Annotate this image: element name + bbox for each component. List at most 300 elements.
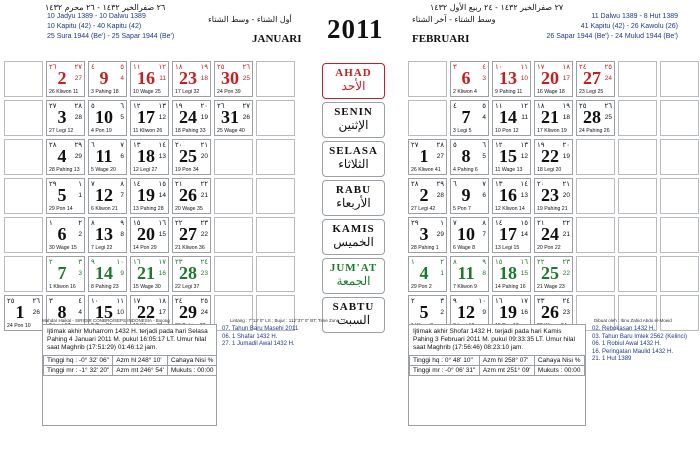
empty-date-cell [4,139,43,175]
hijri-day: 13 [520,192,528,199]
javanese-date: 9 Pahing 11 [495,89,523,95]
left-astro-cell: Azm mt 246° 54' [113,366,168,376]
javanese-date: 19 Pon 34 [175,167,199,173]
date-cell [130,217,169,253]
hijri-day: 27 [436,153,444,160]
hijri-date-arabic: ٢٠ [562,141,570,149]
date-cell [130,100,169,136]
javanese-date: 22 Legi 37 [175,284,200,290]
empty-date-cell [256,139,295,175]
gregorian-day: 20 [137,224,155,244]
hijri-date-arabic: ٢٠ [175,141,183,149]
hijri-date-arabic: ١١ [520,63,528,71]
gregorian-day: 10 [457,224,475,244]
hijri-day: 18 [200,75,208,82]
hijri-date-arabic: ٢١ [200,141,208,149]
left-javanese-season: أول الشتاء - وسط الشتاء [208,15,292,24]
date-cell [46,61,85,97]
hijri-day: 15 [520,270,528,277]
hijri-day: 3 [482,75,486,82]
hijri-day: 10 [520,75,528,82]
hijri-day: 3 [78,270,82,277]
hijri-day: 22 [200,231,208,238]
left-header-line-1: 10 Jadyu 1389 - 10 Dalwu 1389 [47,13,146,20]
javanese-date: 25 Wage 40 [217,128,245,134]
date-cell [46,217,85,253]
gregorian-day: 11 [457,263,475,283]
hijri-date-arabic: ٢٣ [537,297,545,305]
hijri-day: 23 [200,270,208,277]
hijri-day: 19 [200,114,208,121]
gregorian-day: 21 [137,263,155,283]
hijri-date-arabic: ٤ [453,102,457,110]
year-title: 2011 [327,14,384,44]
hijri-date-arabic: ١٦ [495,297,503,305]
date-cell [408,256,447,292]
day-name-latin: KAMIS [332,223,375,235]
hijri-date-arabic: ١٢ [495,141,503,149]
holiday-item: 06. 1 Shafar 1432 H. [222,333,278,340]
hijri-date-arabic: ٩ [91,258,95,266]
gregorian-day: 16 [499,185,517,205]
hijri-date-arabic: ١ [49,219,53,227]
javanese-date: 2 Kliwon 4 [453,89,477,95]
gregorian-day: 3 [419,224,429,244]
hijri-date-arabic: ٧ [482,180,486,188]
date-cell [450,100,489,136]
hijri-day: 20 [200,153,208,160]
hijri-date-arabic: ٢٧ [74,63,82,71]
hijri-date-arabic: ٢٢ [537,258,545,266]
right-month-name: FEBRUARI [412,33,470,45]
hijri-day: 20 [562,192,570,199]
holiday-item: 06. 1 Robiul Awal 1432 H. [592,341,661,347]
date-cell [450,217,489,253]
hijri-day: 9 [120,270,124,277]
hijri-day: 7 [482,231,486,238]
gregorian-day: 3 [57,107,67,127]
hijri-date-arabic: ٢٦ [242,63,250,71]
empty-date-cell [618,139,657,175]
hijri-date-arabic: ٧ [120,141,124,149]
date-cell [4,295,43,331]
date-cell [576,61,615,97]
gregorian-day: 9 [99,68,109,88]
hijri-day: 6 [482,192,486,199]
gregorian-day: 19 [137,185,155,205]
day-name-arabic: الإثنين [338,118,369,132]
hijri-day: 4 [120,75,124,82]
hijri-date-arabic: ٥ [120,63,124,71]
gregorian-day: 24 [541,224,559,244]
hijri-date-arabic: ٢٨ [436,141,444,149]
date-cell [214,61,253,97]
hijri-date-arabic: ٢ [440,258,444,266]
date-cell [408,178,447,214]
hijri-date-arabic: ١٦ [520,258,528,266]
hijri-day: 14 [158,192,166,199]
hijri-date-arabic: ١١ [495,102,503,110]
hijri-date-arabic: ٥ [482,102,486,110]
hijri-date-arabic: ٢٦ [49,63,57,71]
gregorian-day: 30 [221,68,239,88]
date-cell [534,61,573,97]
left-hijri-range: ٢٦ صفرالخير ١٤٣٢ - ٢٦ محرم ١٤٣٢ [45,3,166,12]
hijri-day: 2 [78,231,82,238]
empty-date-cell [4,61,43,97]
hijri-day: 27 [74,75,82,82]
date-cell [172,61,211,97]
javanese-date: 17 Legi 32 [175,89,200,95]
javanese-date: 1 Kliwon 16 [49,284,76,290]
javanese-date: 17 Kliwon 19 [537,128,567,134]
date-cell [172,256,211,292]
hijri-date-arabic: ١ [78,180,82,188]
day-name-latin: AHAD [335,67,372,79]
gregorian-day: 7 [461,107,471,127]
javanese-date: 27 Legi 12 [49,128,74,134]
hijri-date-arabic: ٣ [49,297,53,305]
javanese-date: 7 Legi 22 [91,245,113,251]
right-astro-cell: Azm hl 258° 07' [479,356,534,366]
empty-date-cell [660,178,699,214]
hijri-date-arabic: ٢٧ [242,102,250,110]
hijri-date-arabic: ١٠ [478,297,486,305]
hijri-date-arabic: ٢٣ [562,258,570,266]
hijri-date-arabic: ٢٢ [175,219,183,227]
empty-date-cell [214,256,253,292]
gregorian-day: 31 [221,107,239,127]
hijri-date-arabic: ١٧ [520,297,528,305]
day-label-ahad [322,63,385,99]
date-cell [130,139,169,175]
date-cell [88,61,127,97]
javanese-date: 24 Pahing 26 [579,128,610,134]
january-grid [4,61,295,331]
hijri-day: 21 [562,231,570,238]
gregorian-day: 19 [499,302,517,322]
gregorian-day: 10 [95,107,113,127]
hijri-day: 5 [482,153,486,160]
hijri-date-arabic: ١ [440,219,444,227]
hijri-date-arabic: ١٤ [520,180,528,188]
javanese-date: 14 Pahing 16 [495,284,526,290]
gregorian-day: 1 [419,146,429,166]
holiday-item: 07. Tahun Baru Masehi 2011 [222,326,299,332]
gregorian-day: 25 [541,263,559,283]
javanese-date: 3 Pahing 18 [91,89,119,95]
hijri-date-arabic: ١٤ [158,141,166,149]
gregorian-day: 14 [499,107,517,127]
february-grid [408,61,699,331]
hijri-date-arabic: ٢٦ [217,102,225,110]
javanese-date: 18 Legi 20 [537,167,562,173]
gregorian-day: 13 [95,224,113,244]
day-name-arabic: السبت [336,313,371,327]
gregorian-day: 22 [541,146,559,166]
gregorian-day: 20 [541,68,559,88]
hijri-day: 10 [116,309,124,316]
hijri-day: 8 [482,270,486,277]
hijri-date-arabic: ١٨ [175,63,183,71]
javanese-date: 20 Wage 35 [175,206,203,212]
hijri-day: 11 [521,114,528,121]
hijri-date-arabic: ٣ [78,258,82,266]
hijri-date-arabic: ٢٧ [49,102,57,110]
hijri-date-arabic: ٢٩ [411,219,419,227]
left-month-name: JANUARI [252,33,302,45]
date-cell [408,139,447,175]
javanese-date: 11 Kliwon 26 [133,128,163,134]
hijri-day: 28 [436,192,444,199]
date-cell [88,217,127,253]
date-cell [130,178,169,214]
hijri-date-arabic: ٢٠ [537,180,545,188]
hijri-date-arabic: ٩ [120,219,124,227]
empty-date-cell [576,217,615,253]
hijri-day: 8 [120,231,124,238]
hijri-date-arabic: ٢٤ [200,258,208,266]
hijri-date-arabic: ٢٩ [436,180,444,188]
hijri-date-arabic: ٢٥ [579,102,587,110]
hijri-date-arabic: ٥ [453,141,457,149]
hijri-day: 4 [78,309,82,316]
hijri-date-arabic: ١٣ [495,180,503,188]
gregorian-day: 9 [461,185,471,205]
hijri-day: 24 [200,309,208,316]
hijri-date-arabic: ١٥ [520,219,528,227]
hijri-date-arabic: ١٨ [537,102,545,110]
hijri-date-arabic: ٤ [78,297,82,305]
hijri-date-arabic: ٢٣ [200,219,208,227]
javanese-date: 27 Legi 42 [411,206,436,212]
hijri-date-arabic: ١٤ [133,180,141,188]
right-header-line-3: 26 Sapar 1944 (Be') - 24 Mulud 1944 (Be') [546,33,678,40]
hijri-day: 14 [520,231,528,238]
gregorian-day: 23 [179,68,197,88]
gregorian-day: 18 [499,263,517,283]
date-cell [534,217,573,253]
hijri-day: 16 [520,309,528,316]
hijri-day: 19 [562,153,570,160]
gregorian-day: 12 [95,185,113,205]
day-label-sabtu [322,297,385,333]
gregorian-day: 29 [179,302,197,322]
date-cell [172,178,211,214]
date-cell [214,100,253,136]
day-label-rabu [322,180,385,216]
hijri-date-arabic: ١٥ [133,219,141,227]
day-name-arabic: الخميس [333,235,374,249]
javanese-date: 10 Wage 25 [133,89,161,95]
hijri-date-arabic: ١٢ [520,102,528,110]
hijri-date-arabic: ٢١ [175,180,183,188]
right-ijtimak-note: Ijtimak akhir Shofar 1432 H. terjadi pada hari Kamis Pahing 3 Februari 2011 M. pukul 09:33:35 LT. Umur hilal saat Maghrib (17:56:46) 08:23:10 jam. [413,328,575,351]
gregorian-day: 15 [499,146,517,166]
gregorian-day: 7 [57,263,67,283]
empty-date-cell [618,217,657,253]
javanese-date: 6 Wage 8 [453,245,476,251]
hijri-date-arabic: ١٧ [537,63,545,71]
day-name-latin: JUM'AT [329,262,378,274]
hijri-date-arabic: ٢ [78,219,82,227]
empty-date-cell [256,61,295,97]
empty-date-cell [618,61,657,97]
hijri-date-arabic: ٤ [91,63,95,71]
hijri-day: 28 [74,114,82,121]
hijri-day: 29 [436,231,444,238]
gregorian-day: 27 [179,224,197,244]
hijri-day: 16 [158,270,166,277]
empty-date-cell [256,178,295,214]
day-name-arabic: الأحد [341,79,366,93]
empty-date-cell [660,100,699,136]
javanese-date: 21 Kliwon 36 [175,245,205,251]
javanese-date: 10 Pon 12 [495,128,519,134]
hijri-day: 15 [158,231,166,238]
right-astro-cell: Mukuts : 00:00 [534,366,584,376]
date-cell [130,61,169,97]
hijri-day: 7 [120,192,124,199]
gregorian-day: 14 [95,263,113,283]
javanese-date: 16 Wage 18 [537,89,565,95]
javanese-date: 12 Legi 27 [133,167,158,173]
hijri-date-arabic: ٤ [482,63,486,71]
date-cell [450,178,489,214]
gregorian-day: 28 [179,263,197,283]
hijri-day: 17 [158,309,166,316]
day-name-latin: RABU [335,184,372,196]
hijri-date-arabic: ٢٨ [74,102,82,110]
javanese-date: 23 Legi 25 [579,89,604,95]
day-name-arabic: الثلاثاء [338,157,369,171]
hijri-date-arabic: ٢ [49,258,53,266]
date-cell [534,139,573,175]
hijri-date-arabic: ٢٩ [74,141,82,149]
empty-date-cell [618,100,657,136]
right-astro-cell: Cahaya Nisi % [534,356,584,366]
hijri-date-arabic: ١١ [116,297,124,305]
hijri-date-arabic: ٢٤ [562,297,570,305]
hijri-date-arabic: ١٨ [158,297,166,305]
day-name-column [322,63,385,336]
empty-date-cell [256,100,295,136]
hijri-date-arabic: ١٨ [562,63,570,71]
hijri-day: 25 [604,114,612,121]
left-header-line-2: 10 Kapitu (42) - 40 Kapitu (42) [47,23,142,30]
right-astro-table [409,355,585,376]
date-cell [492,217,531,253]
date-cell [88,256,127,292]
left-footer-credit: Mahdar Haikal - SIRIGIR CONBRO/SEPS INDONESIA - Bojong [42,318,170,323]
hijri-date-arabic: ٢٣ [175,258,183,266]
date-cell [172,100,211,136]
hijri-date-arabic: ٩ [453,297,457,305]
hijri-date-arabic: ٢٢ [562,219,570,227]
date-cell [172,217,211,253]
empty-date-cell [576,256,615,292]
empty-date-cell [4,178,43,214]
hijri-date-arabic: ٢٢ [200,180,208,188]
left-footer-coords: Lintang : 7°13' 0" LS ; Bujur : 112°37' 0" BT; Time Zone : 7 [230,318,346,323]
holiday-item: 02. Rebokasan 1432 H. [592,326,656,332]
empty-date-cell [4,256,43,292]
javanese-date: 5 Wage 20 [91,167,116,173]
javanese-date: 5 Pon 7 [453,206,471,212]
right-header-line-2: 41 Kapitu (42) - 26 Kawolu (26) [580,23,678,30]
gregorian-day: 2 [57,68,67,88]
hijri-date-arabic: ١٩ [175,102,183,110]
hijri-day: 12 [158,114,166,121]
hijri-date-arabic: ١٠ [495,63,503,71]
hijri-date-arabic: ١٩ [562,102,570,110]
holiday-item: 21. 1 Hut 1389 [592,356,632,362]
date-cell [492,139,531,175]
hijri-day: 12 [520,153,528,160]
hijri-date-arabic: ٦ [91,141,95,149]
hijri-date-arabic: ١٩ [537,141,545,149]
hijri-date-arabic: ٨ [91,219,95,227]
gregorian-day: 26 [179,185,197,205]
hijri-date-arabic: ١٩ [200,63,208,71]
gregorian-day: 4 [419,263,429,283]
gregorian-day: 23 [541,185,559,205]
hijri-day: 24 [604,75,612,82]
hijri-date-arabic: ٢٠ [200,102,208,110]
gregorian-day: 27 [583,68,601,88]
gregorian-day: 8 [461,146,471,166]
date-cell [450,256,489,292]
right-astro-cell: Azm mt 251° 09' [479,366,534,376]
hijri-day: 4 [482,114,486,121]
hijri-date-arabic: ٧ [91,180,95,188]
date-cell [408,217,447,253]
hijri-day: 18 [562,114,570,121]
gregorian-day: 17 [499,224,517,244]
gregorian-day: 17 [137,107,155,127]
date-cell [130,256,169,292]
left-astro-cell: Azm hl 248° 10' [113,356,168,366]
right-holiday-list [592,326,687,364]
day-name-arabic: الأربعاء [336,196,371,210]
date-cell [172,139,211,175]
hijri-date-arabic: ١٢ [158,63,166,71]
date-cell [450,139,489,175]
hijri-day: 17 [562,75,570,82]
hijri-date-arabic: ١٥ [158,180,166,188]
hijri-day: 11 [159,75,166,82]
right-footer-credit: Dibuat oleh : Ibnu Zahid Abdo el-Moeid [594,318,672,323]
hijri-date-arabic: ٢٦ [32,297,40,305]
empty-date-cell [660,61,699,97]
javanese-date: 26 Kliwon 41 [411,167,441,173]
gregorian-day: 13 [499,68,517,88]
hijri-day: 21 [200,192,208,199]
javanese-date: 28 Pahing 1 [411,245,439,251]
hijri-date-arabic: ٣ [453,63,457,71]
javanese-date: 8 Pahing 23 [91,284,119,290]
day-name-latin: SELASA [329,145,378,157]
left-astro-cell: Cahaya Nisi % [167,356,217,366]
javanese-date: 15 Wage 30 [133,284,161,290]
hijri-date-arabic: ٦ [482,141,486,149]
javanese-date: 30 Wage 15 [49,245,77,251]
date-cell [492,100,531,136]
empty-date-cell [660,217,699,253]
gregorian-day: 26 [541,302,559,322]
gregorian-day: 16 [137,68,155,88]
gregorian-day: 22 [137,302,155,322]
